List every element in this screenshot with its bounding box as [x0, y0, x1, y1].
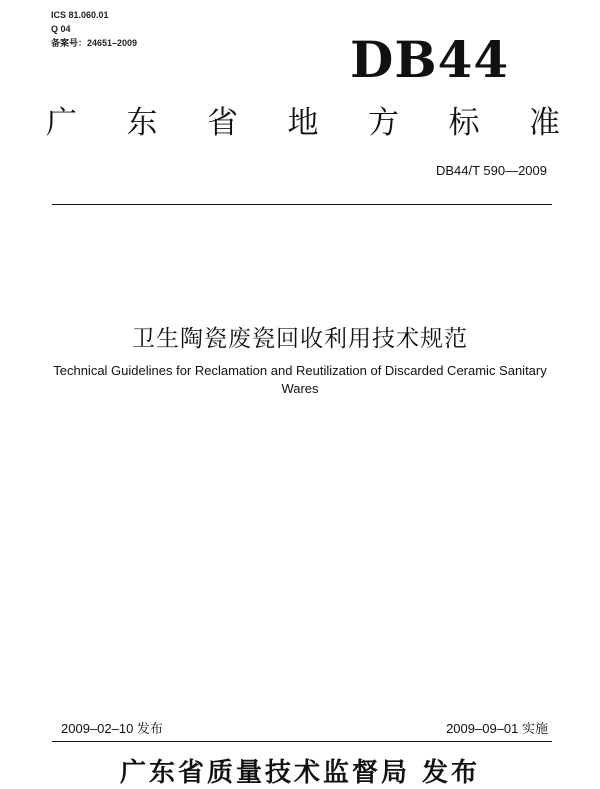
ics-code: ICS 81.060.01 [51, 10, 109, 20]
level-char: 广 [46, 105, 77, 141]
level-char: 省 [207, 105, 238, 141]
issuing-authority: 广东省质量技术监督局 发布 [119, 758, 481, 788]
standard-level-heading [46, 104, 560, 142]
level-char: 准 [529, 105, 560, 141]
level-char: 标 [448, 105, 480, 141]
class-code: Q 04 [51, 24, 71, 34]
record-number: 备案号：24651–2009 [51, 38, 138, 48]
standard-logo: DB44 [350, 30, 510, 89]
title-english: Technical Guidelines for Reclamation and Reutilization of Discarded Ceramic Sanitary Wares [53, 363, 547, 396]
standard-number: DB44/T 590—2009 [435, 163, 547, 178]
issue-date: 2009–02–10 发布 [61, 721, 163, 736]
level-char: 方 [368, 105, 399, 141]
classification-block [51, 8, 137, 50]
level-char: 东 [126, 105, 158, 141]
title-chinese: 卫生陶瓷废瓷回收利用技术规范 [132, 326, 468, 352]
implementation-date: 2009–09–01 实施 [446, 721, 548, 736]
top-divider [52, 204, 552, 205]
level-char: 地 [287, 105, 319, 141]
bottom-divider [52, 741, 552, 742]
